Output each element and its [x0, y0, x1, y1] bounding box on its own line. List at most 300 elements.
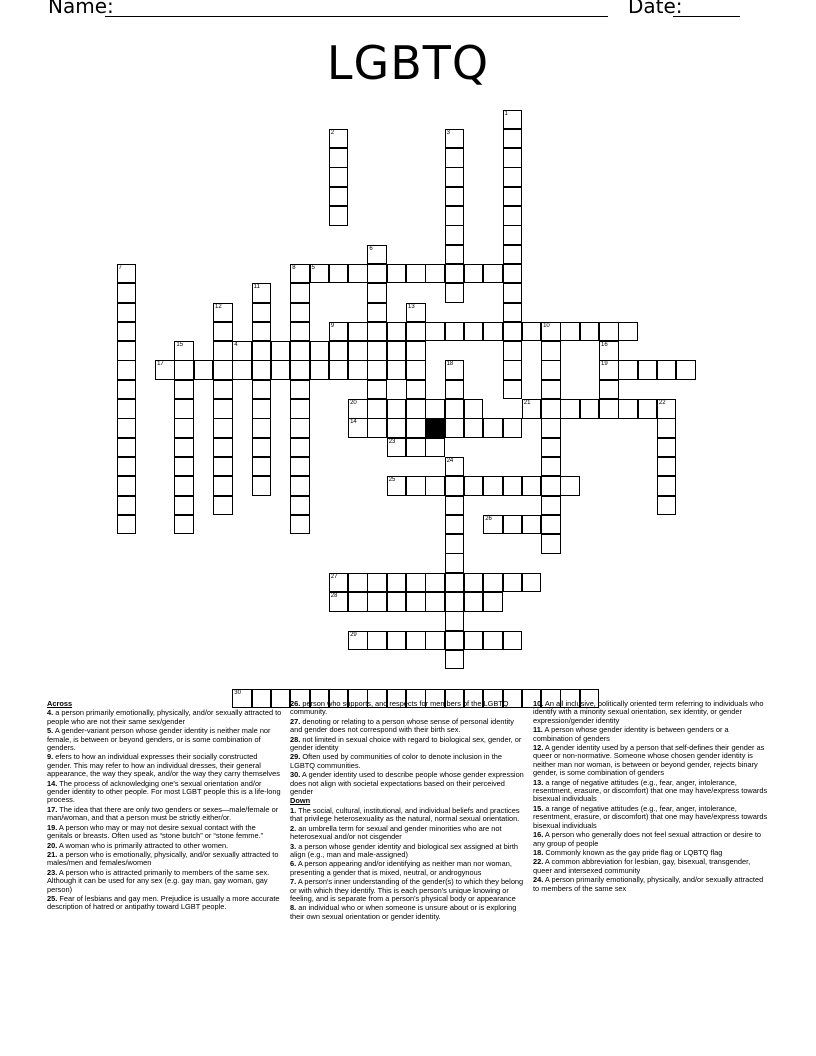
crossword-cell[interactable]	[541, 476, 561, 496]
crossword-cell[interactable]	[117, 496, 137, 516]
crossword-cell[interactable]	[367, 322, 387, 342]
crossword-cell[interactable]	[174, 360, 194, 380]
crossword-cell[interactable]	[310, 341, 330, 361]
clue-item	[47, 895, 283, 912]
crossword-cell[interactable]	[329, 167, 349, 187]
crossword-cell[interactable]	[560, 399, 580, 419]
crossword-cell[interactable]	[445, 553, 465, 573]
cell-number: 20	[350, 400, 357, 406]
crossword-cell[interactable]	[445, 225, 465, 245]
crossword-cell[interactable]	[117, 264, 137, 284]
crossword-cell[interactable]	[155, 360, 175, 380]
crossword-cell[interactable]	[406, 592, 426, 612]
crossword-cell[interactable]	[445, 167, 465, 187]
clue-number: 28.	[290, 734, 301, 744]
clue-item	[290, 825, 527, 842]
crossword-cell[interactable]	[367, 592, 387, 612]
crossword-cell[interactable]	[252, 380, 272, 400]
crossword-cell[interactable]	[425, 399, 445, 419]
crossword-cell[interactable]	[676, 360, 696, 380]
crossword-cell[interactable]	[290, 457, 310, 477]
crossword-cell[interactable]	[290, 438, 310, 458]
crossword-cell[interactable]	[464, 631, 484, 651]
crossword-cell[interactable]	[638, 399, 658, 419]
crossword-cell[interactable]	[483, 418, 503, 438]
clue-number: 7.	[290, 877, 297, 887]
crossword-cell[interactable]	[367, 283, 387, 303]
crossword-cell[interactable]	[252, 341, 272, 361]
crossword-cell[interactable]	[503, 245, 523, 265]
crossword-cell[interactable]	[367, 245, 387, 265]
crossword-cell[interactable]	[445, 264, 465, 284]
crossword-cell[interactable]	[406, 438, 426, 458]
crossword-cell[interactable]	[367, 418, 387, 438]
crossword-cell[interactable]	[445, 148, 465, 168]
cell-number: 12	[215, 303, 222, 310]
clue-number: 15.	[533, 803, 544, 813]
crossword-cell[interactable]	[464, 322, 484, 342]
crossword-cell[interactable]	[425, 322, 445, 342]
crossword-cell[interactable]	[560, 476, 580, 496]
crossword-cell[interactable]	[290, 341, 310, 361]
crossword-cell[interactable]	[271, 341, 291, 361]
clue-item	[290, 904, 527, 921]
crossword-cell[interactable]	[174, 380, 194, 400]
clue-number: 16.	[533, 830, 544, 840]
crossword-cell[interactable]	[387, 341, 407, 361]
crossword-cell[interactable]	[483, 515, 503, 535]
clue-item	[290, 807, 527, 824]
crossword-cell[interactable]	[213, 418, 233, 438]
crossword-cell[interactable]	[522, 515, 542, 535]
clue-text: A gender identity used to describe people whose gender expression does not align with societal expectations based on their perceived gender	[290, 770, 524, 797]
crossword-cell[interactable]	[174, 476, 194, 496]
crossword-cell[interactable]	[252, 457, 272, 477]
clue-number: 20.	[47, 840, 58, 850]
crossword-cell[interactable]	[406, 380, 426, 400]
crossword-cell[interactable]	[541, 534, 561, 554]
cell-number: 17	[157, 361, 164, 368]
crossword-cell[interactable]	[213, 303, 233, 323]
crossword-cell[interactable]	[464, 399, 484, 419]
clue-number: 9.	[47, 752, 54, 762]
crossword-cell[interactable]	[406, 264, 426, 284]
crossword-cell[interactable]	[117, 399, 137, 419]
crossword-cell[interactable]	[483, 476, 503, 496]
crossword-cell[interactable]	[503, 283, 523, 303]
crossword-cell[interactable]	[503, 225, 523, 245]
clue-text: Fear of lesbians and gay men. Prejudice is usually a more accurate description of hatred or antipathy toward LGBT people.	[47, 893, 280, 912]
crossword-cell[interactable]	[483, 592, 503, 612]
cell-number: 28	[330, 593, 338, 599]
crossword-cell[interactable]	[252, 399, 272, 419]
crossword-cell[interactable]	[445, 187, 465, 207]
cell-number: 23	[388, 438, 396, 445]
crossword-cell[interactable]	[618, 360, 638, 380]
clue-number: 4.	[47, 708, 54, 718]
crossword-cell[interactable]	[252, 418, 272, 438]
crossword-cell[interactable]	[541, 438, 561, 458]
crossword-cell[interactable]	[252, 438, 272, 458]
crossword-cell[interactable]	[252, 360, 272, 380]
crossword-cell[interactable]	[503, 129, 523, 149]
clue-number: 10.	[533, 699, 544, 708]
crossword-cell[interactable]	[425, 592, 445, 612]
crossword-cell[interactable]	[503, 515, 523, 535]
crossword-cell[interactable]	[445, 496, 465, 516]
crossword-cell[interactable]	[406, 303, 426, 323]
crossword-cell[interactable]	[425, 476, 445, 496]
crossword-cell[interactable]	[599, 341, 619, 361]
crossword-cell[interactable]	[445, 418, 465, 438]
crossword-cell[interactable]	[657, 418, 677, 438]
clue-text: A person who may or may not desire sexual contact with the genitals or breasts. Often used as “stone butch” or “stone femme.”	[47, 822, 264, 841]
crossword-cell[interactable]	[522, 322, 542, 342]
cell-number: 18	[446, 361, 454, 368]
crossword-cell[interactable]	[290, 476, 310, 496]
crossword-cell[interactable]	[387, 631, 407, 651]
crossword-cell[interactable]	[174, 515, 194, 535]
clue-item	[47, 842, 283, 850]
crossword-cell[interactable]	[310, 360, 330, 380]
crossword-cell[interactable]	[290, 264, 310, 284]
crossword-cell[interactable]	[252, 283, 272, 303]
crossword-cell[interactable]	[599, 360, 619, 380]
crossword-cell[interactable]	[406, 360, 426, 380]
crossword-cell[interactable]	[541, 457, 561, 477]
crossword-cell[interactable]	[580, 399, 600, 419]
crossword-cell[interactable]	[174, 457, 194, 477]
crossword-cell[interactable]	[657, 496, 677, 516]
crossword-cell[interactable]	[174, 496, 194, 516]
crossword-cell[interactable]	[638, 360, 658, 380]
crossword-cell[interactable]	[522, 476, 542, 496]
crossword-cell[interactable]	[406, 399, 426, 419]
crossword-cell[interactable]	[348, 631, 368, 651]
crossword-cell[interactable]	[387, 322, 407, 342]
crossword-cell[interactable]	[310, 264, 330, 284]
crossword-cell[interactable]	[657, 399, 677, 419]
crossword-cell[interactable]	[445, 245, 465, 265]
clue-text: a person primarily emotionally, physically, and/or sexually attracted to people who are not their same sex/gender	[47, 708, 282, 726]
crossword-cell[interactable]	[367, 399, 387, 419]
crossword-cell[interactable]	[348, 418, 368, 438]
clue-item	[47, 869, 283, 894]
crossword-cell[interactable]	[213, 496, 233, 516]
crossword-cell[interactable]	[213, 360, 233, 380]
crossword-cell[interactable]	[290, 399, 310, 419]
crossword-cell[interactable]	[387, 418, 407, 438]
crossword-cell[interactable]	[387, 360, 407, 380]
crossword-cell[interactable]	[290, 303, 310, 323]
date-label: Date:	[628, 0, 683, 18]
crossword-cell[interactable]	[445, 360, 465, 380]
cell-number: 30	[234, 689, 241, 696]
crossword-cell[interactable]	[117, 438, 137, 458]
crossword-cell[interactable]	[464, 476, 484, 496]
crossword-cell[interactable]	[252, 303, 272, 323]
crossword-cell[interactable]	[117, 283, 137, 303]
clue-item	[290, 843, 527, 860]
crossword-cell[interactable]	[117, 515, 137, 535]
crossword-cell[interactable]	[252, 476, 272, 496]
crossword-cell[interactable]	[483, 264, 503, 284]
cell-number: 16	[601, 342, 608, 349]
crossword-cell[interactable]	[348, 573, 368, 593]
crossword-cell[interactable]	[329, 264, 349, 284]
crossword-cell[interactable]	[657, 438, 677, 458]
crossword-cell[interactable]	[445, 283, 465, 303]
crossword-cell[interactable]	[406, 476, 426, 496]
clue-number: 17.	[47, 804, 58, 814]
crossword-cell[interactable]	[445, 573, 465, 593]
crossword-cell[interactable]	[541, 360, 561, 380]
crossword-cell[interactable]	[541, 515, 561, 535]
cell-number: 2	[330, 129, 335, 136]
crossword-cell[interactable]	[117, 360, 137, 380]
cell-number: 27	[330, 573, 338, 580]
crossword-cell[interactable]	[464, 573, 484, 593]
crossword-cell[interactable]	[541, 380, 561, 400]
clue-item	[533, 858, 769, 875]
crossword-cell[interactable]	[503, 418, 523, 438]
crossword-cell[interactable]	[445, 650, 465, 670]
clue-column-2	[290, 700, 527, 922]
crossword-cell[interactable]	[445, 631, 465, 651]
crossword-cell[interactable]	[117, 341, 137, 361]
crossword-cell[interactable]	[213, 476, 233, 496]
crossword-cell[interactable]	[599, 399, 619, 419]
clue-text: a range of negative attitudes (e.g., fear, anger, intolerance, resentment, erasure, or discomfort) that one may have/express towards bisexual individuals	[533, 777, 768, 804]
crossword-cell[interactable]	[406, 341, 426, 361]
crossword-cell[interactable]	[406, 631, 426, 651]
crossword-cell[interactable]	[329, 322, 349, 342]
crossword-cell[interactable]	[503, 360, 523, 380]
crossword-cell[interactable]	[329, 129, 349, 149]
crossword-cell[interactable]	[329, 206, 349, 226]
crossword-cell[interactable]	[213, 322, 233, 342]
crossword-cell[interactable]	[657, 476, 677, 496]
clue-text: a person who is emotionally, physically, and/or sexually attracted to males/men and females/women	[47, 849, 279, 868]
crossword-cell[interactable]	[329, 148, 349, 168]
crossword-cell[interactable]	[290, 418, 310, 438]
crossword-cell[interactable]	[503, 573, 523, 593]
clue-number: 14.	[47, 778, 58, 788]
clue-item	[533, 779, 769, 804]
clue-text: an individual who or when someone is unsure about or is exploring their own sexual orientation or gender identity.	[290, 903, 517, 921]
crossword-cell[interactable]	[503, 206, 523, 226]
clue-number: 30.	[290, 770, 301, 780]
crossword-cell[interactable]	[329, 360, 349, 380]
crossword-cell[interactable]	[117, 476, 137, 496]
clue-number: 12.	[533, 743, 544, 753]
crossword-cell[interactable]	[483, 631, 503, 651]
crossword-cell[interactable]	[290, 380, 310, 400]
crossword-cell[interactable]	[464, 418, 484, 438]
cell-number: 19	[601, 361, 608, 368]
crossword-cell[interactable]	[522, 399, 542, 419]
crossword-cell[interactable]	[445, 534, 465, 554]
cell-number: 29	[350, 631, 357, 638]
clue-number: 11.	[533, 725, 543, 735]
crossword-cell[interactable]	[406, 418, 426, 438]
crossword-cell[interactable]	[290, 360, 310, 380]
crossword-cell[interactable]	[213, 457, 233, 477]
cell-number: 3	[446, 129, 450, 136]
crossword-cell[interactable]	[522, 573, 542, 593]
crossword-cell[interactable]	[174, 341, 194, 361]
crossword-cell[interactable]	[329, 592, 349, 612]
crossword-cell[interactable]	[445, 457, 465, 477]
clue-text: denoting or relating to a person whose sense of personal identity and gender does not correspond with their birth sex.	[290, 716, 514, 735]
crossword-cell[interactable]	[232, 360, 252, 380]
clue-number: 23.	[47, 867, 58, 877]
crossword-cell[interactable]	[541, 496, 561, 516]
crossword-cell[interactable]	[367, 264, 387, 284]
crossword-cell[interactable]	[541, 322, 561, 342]
clue-text: A person who is attracted primarily to members of the same sex. Although it can be used for any sex (e.g. gay man, gay woman, gay person)	[47, 867, 270, 894]
clue-item	[290, 771, 527, 796]
crossword-cell[interactable]	[445, 129, 465, 149]
crossword-cell[interactable]	[387, 573, 407, 593]
crossword-cell[interactable]	[503, 187, 523, 207]
crossword-cell[interactable]	[618, 399, 638, 419]
crossword-cell[interactable]	[483, 573, 503, 593]
crossword-cell[interactable]	[445, 476, 465, 496]
crossword-cell[interactable]	[174, 418, 194, 438]
crossword-cell[interactable]	[290, 496, 310, 516]
page-title: LGBTQ	[326, 36, 490, 90]
clue-text: A gender-variant person whose gender identity is neither male nor female, is between or beyond genders, or is some combination of genders.	[47, 726, 271, 753]
cell-number: 6	[369, 245, 373, 252]
crossword-cell[interactable]	[232, 341, 252, 361]
crossword-cell[interactable]	[252, 322, 272, 342]
crossword-cell[interactable]	[290, 322, 310, 342]
clue-text: A common abbreviation for lesbian, gay, bisexual, transgender, queer and intersexed community	[533, 857, 751, 875]
crossword-cell[interactable]	[367, 303, 387, 323]
crossword-cell[interactable]	[503, 341, 523, 361]
clue-item	[533, 876, 769, 893]
crossword-cell[interactable]	[503, 167, 523, 187]
crossword-cell[interactable]	[445, 206, 465, 226]
crossword-cell[interactable]	[387, 399, 407, 419]
clue-text: a range of negative attitudes (e.g., fear, anger, intolerance, resentment, erasure, or discomfort) that one may have/express towards bisexual individuals	[533, 803, 768, 830]
crossword-cell[interactable]	[367, 631, 387, 651]
crossword-cell[interactable]	[290, 515, 310, 535]
crossword-cell[interactable]	[445, 380, 465, 400]
crossword-cell[interactable]	[445, 322, 465, 342]
crossword-cell[interactable]	[348, 360, 368, 380]
crossword-cell[interactable]	[213, 399, 233, 419]
crossword-cell[interactable]	[213, 341, 233, 361]
crossword-cell[interactable]	[387, 592, 407, 612]
crossword-cell[interactable]	[329, 341, 349, 361]
clue-number: 13.	[533, 777, 544, 787]
crossword-cell[interactable]	[464, 592, 484, 612]
crossword-cell[interactable]	[657, 360, 677, 380]
crossword-cell[interactable]	[194, 360, 214, 380]
crossword-cell[interactable]	[406, 322, 426, 342]
crossword-cell[interactable]	[213, 438, 233, 458]
crossword-cell[interactable]	[387, 438, 407, 458]
crossword-cell[interactable]	[483, 322, 503, 342]
section-heading-across: Across	[47, 699, 73, 708]
crossword-cell[interactable]	[425, 573, 445, 593]
crossword-block-cell	[425, 418, 445, 438]
clue-text: not limited in sexual choice with regard to biological sex, gender, or gender identity	[290, 734, 522, 753]
crossword-cell[interactable]	[367, 573, 387, 593]
crossword-cell[interactable]	[445, 592, 465, 612]
crossword-cell[interactable]	[271, 360, 291, 380]
cell-number: 22	[658, 400, 666, 406]
crossword-cell[interactable]	[425, 264, 445, 284]
crossword-cell[interactable]	[580, 322, 600, 342]
crossword-cell[interactable]	[348, 592, 368, 612]
clue-item	[533, 700, 769, 725]
crossword-cell[interactable]	[541, 418, 561, 438]
crossword-cell[interactable]	[329, 187, 349, 207]
crossword-cell[interactable]	[348, 399, 368, 419]
crossword-cell[interactable]	[599, 322, 619, 342]
crossword-cell[interactable]	[425, 438, 445, 458]
crossword-cell[interactable]	[367, 341, 387, 361]
crossword-cell[interactable]	[503, 380, 523, 400]
cell-number: 14	[350, 419, 357, 426]
clue-text: efers to how an individual expresses their socially constructed gender. This may refer to how an individual dresses, their general appearance, the way they speak, and/or the way they carry themselves	[47, 752, 280, 779]
crossword-cell[interactable]	[541, 399, 561, 419]
crossword-cell[interactable]	[503, 148, 523, 168]
crossword-cell[interactable]	[117, 380, 137, 400]
crossword-cell[interactable]	[406, 573, 426, 593]
crossword-cell[interactable]	[387, 264, 407, 284]
crossword-cell[interactable]	[348, 264, 368, 284]
crossword-cell[interactable]	[348, 322, 368, 342]
crossword-cell[interactable]	[503, 264, 523, 284]
crossword-cell[interactable]	[367, 360, 387, 380]
crossword-cell[interactable]	[445, 399, 465, 419]
crossword-cell[interactable]	[387, 476, 407, 496]
cell-number: 11	[253, 284, 260, 291]
crossword-cell[interactable]	[117, 303, 137, 323]
crossword-cell[interactable]	[599, 380, 619, 400]
crossword-cell[interactable]	[503, 476, 523, 496]
crossword-cell[interactable]	[503, 110, 523, 130]
crossword-cell[interactable]	[329, 573, 349, 593]
crossword-cell[interactable]	[618, 322, 638, 342]
crossword-cell[interactable]	[425, 631, 445, 651]
crossword-cell[interactable]	[503, 631, 523, 651]
crossword-cell[interactable]	[503, 303, 523, 323]
clue-text: an umbrella term for sexual and gender minorities who are not heterosexual and/or not cisgender	[290, 823, 502, 842]
crossword-cell[interactable]	[445, 611, 465, 631]
crossword-cell[interactable]	[541, 341, 561, 361]
crossword-cell[interactable]	[174, 438, 194, 458]
crossword-cell[interactable]	[213, 380, 233, 400]
crossword-cell[interactable]	[117, 322, 137, 342]
crossword-cell[interactable]	[174, 399, 194, 419]
crossword-cell[interactable]	[445, 515, 465, 535]
crossword-cell[interactable]	[348, 341, 368, 361]
crossword-cell[interactable]	[117, 457, 137, 477]
crossword-cell[interactable]	[560, 322, 580, 342]
crossword-cell[interactable]	[117, 418, 137, 438]
crossword-cell[interactable]	[367, 380, 387, 400]
crossword-cell[interactable]	[657, 457, 677, 477]
crossword-cell[interactable]	[290, 283, 310, 303]
clue-item	[47, 753, 283, 778]
crossword-cell[interactable]	[464, 264, 484, 284]
crossword-cell[interactable]	[503, 322, 523, 342]
